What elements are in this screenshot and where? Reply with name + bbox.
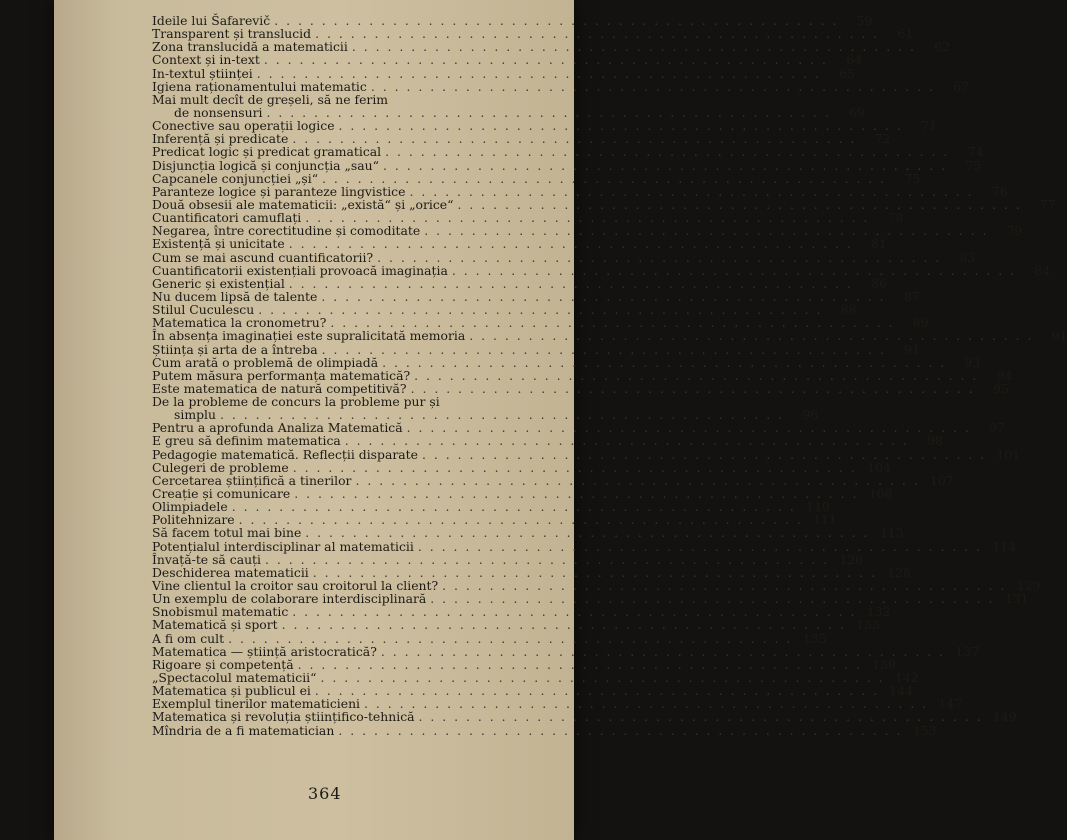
toc-entry [152,91,865,120]
toc-entry-page: 93 [964,354,981,370]
toc-entry [152,617,880,633]
toc-entry [152,643,980,659]
dot-leader: . . . . . . . . . . . . . . . . . . . . . . . . . . . . . . . . . . . . . . . . . . . . . . . . [312,564,877,580]
toc-entry [152,525,904,541]
toc-entry-page: 62 [934,39,950,55]
dot-leader: . . . . . . . . . . . . . . . . . . . . . . . . . . . . . . . . . . . . . . . . . . . . . . . . [321,341,886,357]
toc-entry-title: Mai mult decît de greșeli, să ne ferim [152,91,389,107]
toc-entry-page: 89 [912,315,929,331]
dot-leader: . . . . . . . . . . . . . . . . . . . . . . . . . . . . . . . . . . . . . . . . . . . . . . . . [292,131,857,147]
toc-entry [152,170,921,186]
dot-leader: . . . . . . . . . . . . . . . . . . . . . . . . . . . . . . . . . . . . . . . . . . . . . . . . [321,288,886,304]
toc-entry-title: Creație și comunicare [152,486,291,502]
toc-entry-page: 137 [955,643,980,659]
toc-entry-page: 128 [887,564,911,580]
dot-leader: . . . . . . . . . . . . . . . . . . . . . . . . . . . . . . . . . . . . . . . . . . . . . . . . [231,499,796,515]
toc-entry-page: 101 [996,446,1021,462]
toc-entry-page: 72 [874,131,891,147]
dot-leader: . . . . . . . . . . . . . . . . . . . . . . . . . . . . . . . . . . . . . . . . . . . . . . . . [406,420,971,436]
toc-entry-title: Două obsesii ale matematicii: „există“ și „orice“ [152,196,454,212]
dot-leader: . . . . . . . . . . . . . . . . . . . . . . . . . . . . . . . . . . . . . . . . . . . . . . . . [265,551,830,567]
dot-leader: . . . . . . . . . . . . . . . . . . . . . . . . . . . . . . . . . . . . . . . . . . . . . . . . [288,236,853,252]
toc-entry-title: Putem măsura performanța matematică? [152,367,411,383]
toc-entry-title: Inferență și predicate [152,131,289,147]
dot-leader: . . . . . . . . . . . . . . . . . . . . . . . . . . . . . . . . . . . . . . . . . . . . . . . . [417,538,983,554]
toc-entry-title: Negarea, între corectitudine și comoditate [152,223,421,239]
dot-leader: . . . . . . . . . . . . . . . . . . . . . . . . . . . . . . . . . . . . . . . . . . . . . . . . [382,354,947,370]
toc-entry-title: Rigoare și competență [152,656,294,672]
toc-entry-title: Matematica la cronometru? [152,315,327,331]
toc-entry-title: Predicat logic și predicat gramatical [152,144,382,160]
toc-entry-page: 104 [867,459,891,475]
toc-entry-title: În absența imaginației este supralicitată memoria [152,328,466,344]
toc-entry-title: Nu ducem lipsă de talente [152,288,318,304]
dot-leader: . . . . . . . . . . . . . . . . . . . . . . . . . . . . . . . . . . . . . . . . . . . . . . . . [385,144,950,160]
dot-leader: . . . . . . . . . . . . . . . . . . . . . . . . . . . . . . . . . . . . . . . . . . . . . . . . [442,578,1007,594]
dot-leader: . . . . . . . . . . . . . . . . . . . . . . . . . . . . . . . . . . . . . . . . . . . . . . . . [274,12,839,28]
toc-entry-page: 61 [897,26,914,42]
dot-leader: . . . . . . . . . . . . . . . . . . . . . . . . . . . . . . . . . . . . . . . . . . . . . . . . [322,170,887,186]
toc-entry-page: 69 [848,104,865,120]
toc-entry-page: 142 [894,670,919,686]
dot-leader: . . . . . . . . . . . . . . . . . . . . . . . . . . . . . . . . . . . . . . . . . . . . . . . . [410,380,975,396]
toc-entry [152,144,984,160]
toc-entry-page: 113 [879,525,904,541]
dot-leader: . . . . . . . . . . . . . . . . . . . . . . . . . . . . . . . . . . . . . . . . . . . . . . . . [315,26,880,42]
toc-entry [152,157,982,173]
toc-entry-title: Să facem totul mai bine [152,525,302,541]
toc-entry-title: Știința și arta de a întreba [152,341,318,357]
toc-entry-title: Exemplul tinerilor matematicieni [152,696,361,712]
toc-entry-page: 64 [846,52,862,68]
toc-entry [152,394,819,423]
dot-leader: . . . . . . . . . . . . . . . . . . . . . . . . . . . . . . . . . . . . . . . . . . . . . . . . [330,315,895,331]
dot-leader: . . . . . . . . . . . . . . . . . . . . . . . . . . . . . . . . . . . . . . . . . . . . . . . . [451,262,1017,278]
toc-entry-page: 84 [1034,262,1051,278]
dot-leader: . . . . . . . . . . . . . . . . . . . . . . . . . . . . . . . . . . . . . . . . . . . . . . . . [297,656,862,672]
toc-entry-page: 110 [806,499,830,515]
toc-entry-page: 153 [912,722,937,738]
toc-entry-page: 147 [938,696,963,712]
toc-entry [152,709,1017,725]
toc-entry-page: 133 [856,617,880,633]
toc-entry [152,459,891,475]
toc-entry [152,538,1017,554]
toc-entry-title: Olimpiadele [152,499,228,515]
dot-leader: . . . . . . . . . . . . . . . . . . . . . . . . . . . . . . . . . . . . . . . . . . . . . . . . [418,709,983,725]
dot-leader: . . . . . . . . . . . . . . . . . . . . . . . . . . . . . . . . . . . . . . . . . . . . . . . . [382,157,948,173]
toc-entry-title: Cum se mai ascund cuantificatorii? [152,249,374,265]
toc-entry-page: 94 [996,367,1013,383]
toc-entry-title: E greu să definim matematica [152,433,341,449]
dot-leader: . . . . . . . . . . . . . . . . . . . . . . . . . . . . . . . . . . . . . . . . . . . . . . . . [338,722,903,738]
toc-entry-title: Zona translucidă a matematicii [152,39,348,55]
toc-entry-title: Ideile lui Šafarevič [152,12,271,28]
toc-entry-title: Învață-te să cauți [152,551,261,567]
toc-entry-page: 79 [1006,223,1023,239]
toc-entry-title: Pedagogie matematică. Reflecții disparate [152,446,418,462]
toc-entry [152,433,943,449]
toc-entry-title: Matematica — știință aristocratică? [152,643,377,659]
dot-leader: . . . . . . . . . . . . . . . . . . . . . . . . . . . . . . . . . . . . . . . . . . . . . . . . [457,196,1022,212]
toc-entry-page: 131 [1004,591,1029,607]
toc-entry [152,65,855,81]
toc-entry-title: Conective sau operații logice [152,118,335,134]
toc-entry-page: 86 [871,275,887,291]
toc-entry-title: Existență și unicitate [152,236,285,252]
toc-entry-page: 144 [889,683,914,699]
toc-entry-title: A fi om cult [152,630,225,646]
toc-entry-page: 108 [868,486,893,502]
toc-entry-page: 76 [991,183,1008,199]
toc-entry-title: Snobismul matematic [152,604,289,620]
toc-entry-page: 67 [953,78,970,94]
toc-entry-page: 135 [802,630,827,646]
toc-entry-title: Este matematica de natură competitivă? [152,380,407,396]
toc-entry-title: Capcanele conjuncției „și“ [152,170,319,186]
book-page [54,0,1067,840]
toc-entry-page: 65 [839,65,855,81]
toc-entry-page: 71 [920,118,937,134]
page-number: 364 [308,784,342,803]
toc-entry-page: 91 [903,341,920,357]
dot-leader: . . . . . . . . . . . . . . . . . . . . . . . . . . . . . . . . . . . . . . . . . . . . . . . . [281,617,846,633]
dot-leader: . . . . . . . . . . . . . . . . . . . . . . . . . . . . . . . . . . . . . . . . . . . . . . . . [238,512,803,528]
toc-entry [152,249,976,265]
toc-entry-title: Paranteze logice și paranteze lingvistice [152,183,406,199]
dot-leader: . . . . . . . . . . . . . . . . . . . . . . . . . . . . . . . . . . . . . . . . . . . . . . . . [414,367,979,383]
toc-entry-page: 74 [967,144,984,160]
toc-entry-page: 132 [866,604,891,620]
dot-leader: . . . . . . . . . . . . . . . . . . . . . . . . . . . . . . . . . . . . . . . . . . . . . . . . [288,275,853,291]
toc-entry-title: Matematica și publicul ei [152,683,311,699]
toc-entry [152,354,981,370]
dot-leader: . . . . . . . . . . . . . . . . . . . . . . . . . . . . . . . . . . . . . . . . . . . . . . . . [344,433,909,449]
toc-entry-title: Disjuncția logică și conjuncția „sau“ [152,157,379,173]
toc-entry-page: 91 [1051,328,1067,344]
dot-leader: . . . . . . . . . . . . . . . . . . . . . . . . . . . . . . . . . . . . . . . . . . . . . . . . [305,210,870,226]
dot-leader: . . . . . . . . . . . . . . . . . . . . . . . . . . . . . . . . . . . . . . . . . . . . . . . . [256,65,821,81]
toc-entry-page: 97 [989,420,1005,436]
dot-leader: . . . . . . . . . . . . . . . . . . . . . . . . . . . . . . . . . . . . . . . . . . . . . . . . [338,118,903,134]
toc-entry-page: 139 [872,656,896,672]
toc-entry-page: 83 [959,249,976,265]
toc-entry-page: 111 [813,512,837,528]
toc-entry [152,275,887,291]
toc-entry-title: „Spectacolul matematicii“ [152,670,317,686]
toc-entry-title: Matematica și revoluția științifico-tehnică [152,709,415,725]
toc-entry [152,551,864,567]
toc-entry [152,367,1013,383]
toc-entry-title: Cuantificatori camuflați [152,210,302,226]
toc-entry-page: 107 [930,472,954,488]
toc-entry-title: Politehnizare [152,512,235,528]
toc-entry-title-continued: simplu [174,407,216,423]
toc-entry-title: De la probleme de concurs la probleme pur și [152,394,440,410]
toc-entry-page: 114 [992,538,1017,554]
toc-entry [152,78,970,94]
toc-entry [152,722,937,738]
toc-entry [152,262,1051,278]
toc-entry-title: Deschiderea matematicii [152,564,309,580]
dot-leader: . . . . . . . . . . . . . . . . . . . . . . . . . . . . . . . . . . . . . . . . . . . . . . . . [430,591,995,607]
toc-entry [152,328,1067,344]
toc-entry-title: Cercetarea științifică a tinerilor [152,472,352,488]
toc-entry-page: 78 [887,210,904,226]
toc-entry-title: Stilul Cuculescu [152,302,255,318]
dot-leader: . . . . . . . . . . . . . . . . . . . . . . . . . . . . . . . . . . . . . . . . . . . . . . . . [305,525,870,541]
toc-entry [152,446,1021,462]
toc-entry-title: Igiena raționamentului matematic [152,78,367,94]
toc-entry-title: Potențialul interdisciplinar al matematicii [152,538,414,554]
dot-leader: . . . . . . . . . . . . . . . . . . . . . . . . . . . . . . . . . . . . . . . . . . . . . . . . [351,39,916,55]
dot-leader: . . . . . . . . . . . . . . . . . . . . . . . . . . . . . . . . . . . . . . . . . . . . . . . . [364,696,929,712]
toc-entry-page: 88 [840,302,857,318]
toc-entry-page: 95 [992,380,1009,396]
toc-entry-title: Pentru a aprofunda Analiza Matematică [152,420,403,436]
toc-entry [152,630,827,646]
toc-entry-title: In-textul științei [152,65,253,81]
dot-leader: . . . . . . . . . . . . . . . . . . . . . . . . . . . . . . . . . . . . . . . . . . . . . . . . [258,302,823,318]
dot-leader: . . . . . . . . . . . . . . . . . . . . . . . . . . . . . . . . . . . . . . . . . . . . . . . . [355,472,920,488]
dot-leader: . . . . . . . . . . . . . . . . . . . . . . . . . . . . . . . . . . . . . . . . . . . . . . . . [228,630,793,646]
toc-entry-page: 77 [1039,196,1056,212]
dot-leader: . . . . . . . . . . . . . . . . . . . . . . . . . . . . . . . . . . . . . . . . . . . . . . . . [370,78,936,94]
toc-entry-title: Matematică și sport [152,617,278,633]
toc-entry-page: 59 [856,12,873,28]
toc-entry-title: Vine clientul la croitor sau croitorul la client? [152,578,439,594]
toc-entry-title: Generic și existențial [152,275,285,291]
toc-entry-title: Context și in-text [152,52,260,68]
dot-leader: . . . . . . . . . . . . . . . . . . . . . . . . . . . . . . . . . . . . . . . . . . . . . . . . [219,407,785,423]
toc-entry-title: Culegeri de probleme [152,459,289,475]
dot-leader: . . . . . . . . . . . . . . . . . . . . . . . . . . . . . . . . . . . . . . . . . . . . . . . . [409,183,974,199]
toc-entry-page: 81 [871,236,887,252]
dot-leader: . . . . . . . . . . . . . . . . . . . . . . . . . . . . . . . . . . . . . . . . . . . . . . . . [421,446,987,462]
dot-leader: . . . . . . . . . . . . . . . . . . . . . . . . . . . . . . . . . . . . . . . . . . . . . . . . [320,670,885,686]
table-of-contents [152,12,1067,738]
toc-entry [152,236,887,252]
dot-leader: . . . . . . . . . . . . . . . . . . . . . . . . . . . . . . . . . . . . . . . . . . . . . . . . [292,459,857,475]
toc-entry-title: Un exemplu de colaborare interdisciplinară [152,591,427,607]
toc-entry-page: 149 [993,709,1017,725]
dot-leader: . . . . . . . . . . . . . . . . . . . . . . . . . . . . . . . . . . . . . . . . . . . . . . . . [377,249,942,265]
dot-leader: . . . . . . . . . . . . . . . . . . . . . . . . . . . . . . . . . . . . . . . . . . . . . . . . [263,52,828,68]
toc-entry [152,341,920,357]
dot-leader: . . . . . . . . . . . . . . . . . . . . . . . . . . . . . . . . . . . . . . . . . . . . . . . . [266,104,831,120]
toc-entry-page: 75 [965,157,982,173]
toc-entry-title: Mîndria de a fi matematician [152,722,335,738]
toc-entry-page: 87 [903,288,920,304]
toc-entry-page: 129 [1016,578,1041,594]
dot-leader: . . . . . . . . . . . . . . . . . . . . . . . . . . . . . . . . . . . . . . . . . . . . . . . . [292,604,857,620]
toc-entry-page: 96 [802,407,819,423]
toc-entry [152,52,862,68]
toc-entry-page: 75 [904,170,921,186]
toc-entry-title-continued: de nonsensuri [174,104,263,120]
toc-entry-page: 98 [927,433,943,449]
toc-entry-page: 126 [839,551,864,567]
dot-leader: . . . . . . . . . . . . . . . . . . . . . . . . . . . . . . . . . . . . . . . . . . . . . . . . [294,486,859,502]
dot-leader: . . . . . . . . . . . . . . . . . . . . . . . . . . . . . . . . . . . . . . . . . . . . . . . . [424,223,989,239]
toc-entry [152,183,1008,199]
toc-entry-title: Cuantificatorii existențiali provoacă imaginația [152,262,448,278]
toc-entry-title: Cum arată o problemă de olimpiadă [152,354,379,370]
dot-leader: . . . . . . . . . . . . . . . . . . . . . . . . . . . . . . . . . . . . . . . . . . . . . . . . [380,643,946,659]
dot-leader: . . . . . . . . . . . . . . . . . . . . . . . . . . . . . . . . . . . . . . . . . . . . . . . . [469,328,1034,344]
dot-leader: . . . . . . . . . . . . . . . . . . . . . . . . . . . . . . . . . . . . . . . . . . . . . . . . [314,683,880,699]
toc-entry-title: Transparent și translucid [152,26,312,42]
